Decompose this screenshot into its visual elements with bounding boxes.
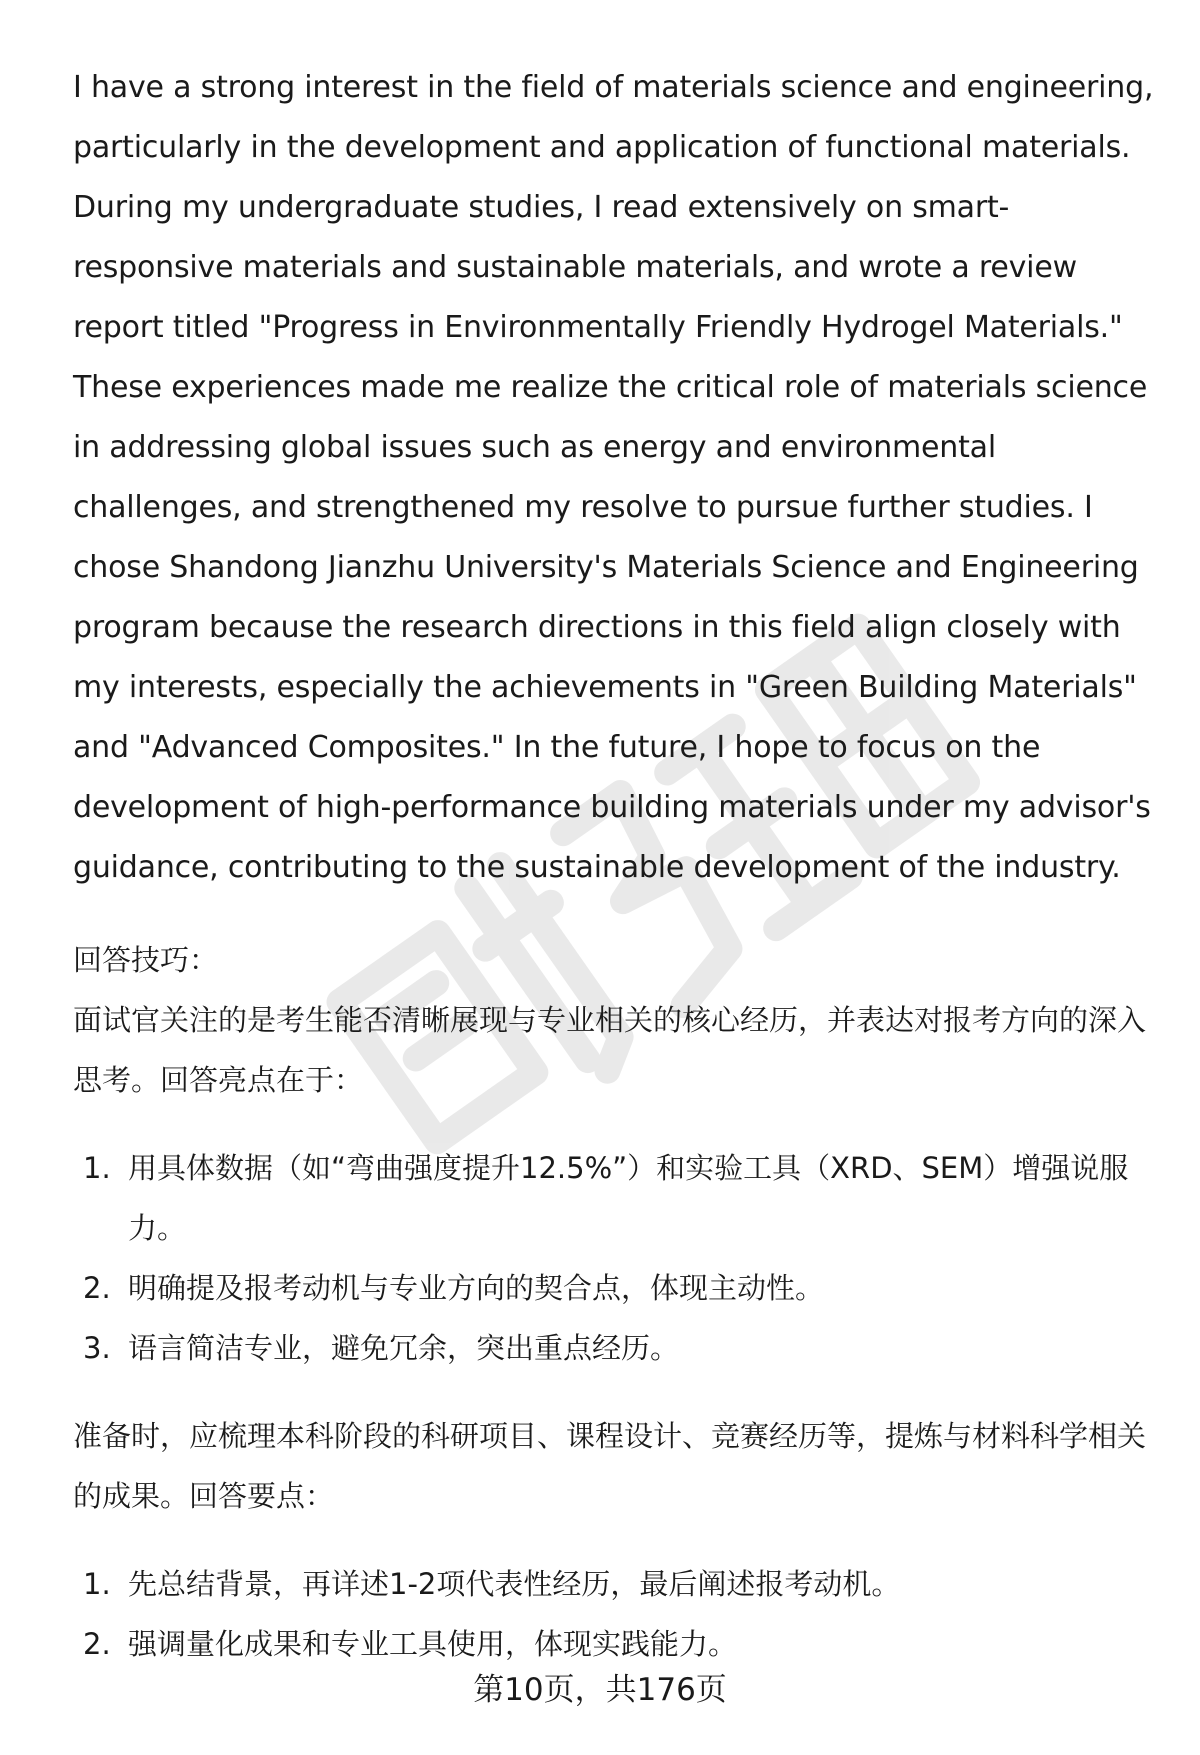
highlights-list bbox=[73, 1138, 1158, 1378]
preparation-intro: 准备时，应梳理本科阶段的科研项目、课程设计、竞赛经历等，提炼与材料科学相关的成果。回答要点： bbox=[73, 1419, 1147, 1513]
list-item-number: 1. bbox=[83, 1567, 111, 1601]
list-item-number: 2. bbox=[83, 1271, 111, 1305]
list-item-text: 语言简洁专业，避免冗余，突出重点经历。 bbox=[128, 1331, 680, 1365]
list-item-text: 强调量化成果和专业工具使用，体现实践能力。 bbox=[128, 1627, 738, 1661]
list-item-number: 2. bbox=[83, 1627, 111, 1661]
list-item bbox=[73, 1318, 1158, 1378]
list-item-text: 先总结背景，再详述1-2项代表性经历，最后阐述报考动机。 bbox=[128, 1567, 901, 1601]
list-item-text: 明确提及报考动机与专业方向的契合点，体现主动性。 bbox=[128, 1271, 825, 1305]
tips-label: 回答技巧： bbox=[73, 943, 219, 977]
tips-intro: 面试官关注的是考生能否清晰展现与专业相关的核心经历，并表达对报考方向的深入思考。回答亮点在于： bbox=[73, 1003, 1147, 1097]
english-answer-paragraph: I have a strong interest in the field of materials science and engineering, particularly in the development and application of functional materials. During my undergraduate studies, I read extensively on smart-responsive materials and sustainable materials, and wrote a review report titled "Progress in Environmentally Friendly Hydrogel Materials." These experiences made me realize the critical role of materials science in addressing global issues such as energy and environmental challenges, and strengthened my resolve to pursue further studies. I chose Shandong Jianzhu University's Materials Science and Engineering program because the research directions in this field align closely with my interests, especially the achievements in "Green Building Materials" and "Advanced Composites." In the future, I hope to focus on the development of high-performance building materials under my advisor's guidance, contributing to the sustainable development of the industry. bbox=[73, 70, 1154, 885]
answer-points-list bbox=[73, 1554, 1158, 1674]
main-content bbox=[73, 58, 1158, 1674]
list-item-number: 3. bbox=[83, 1331, 111, 1365]
list-item bbox=[73, 1138, 1158, 1258]
list-item-number: 1. bbox=[83, 1151, 111, 1185]
list-item bbox=[73, 1258, 1158, 1318]
list-item-text: 用具体数据（如“弯曲强度提升12.5%”）和实验工具（XRD、SEM）增强说服力。 bbox=[128, 1151, 1129, 1245]
list-item bbox=[73, 1554, 1158, 1614]
page-number-footer: 第10页，共176页 bbox=[473, 1672, 727, 1708]
